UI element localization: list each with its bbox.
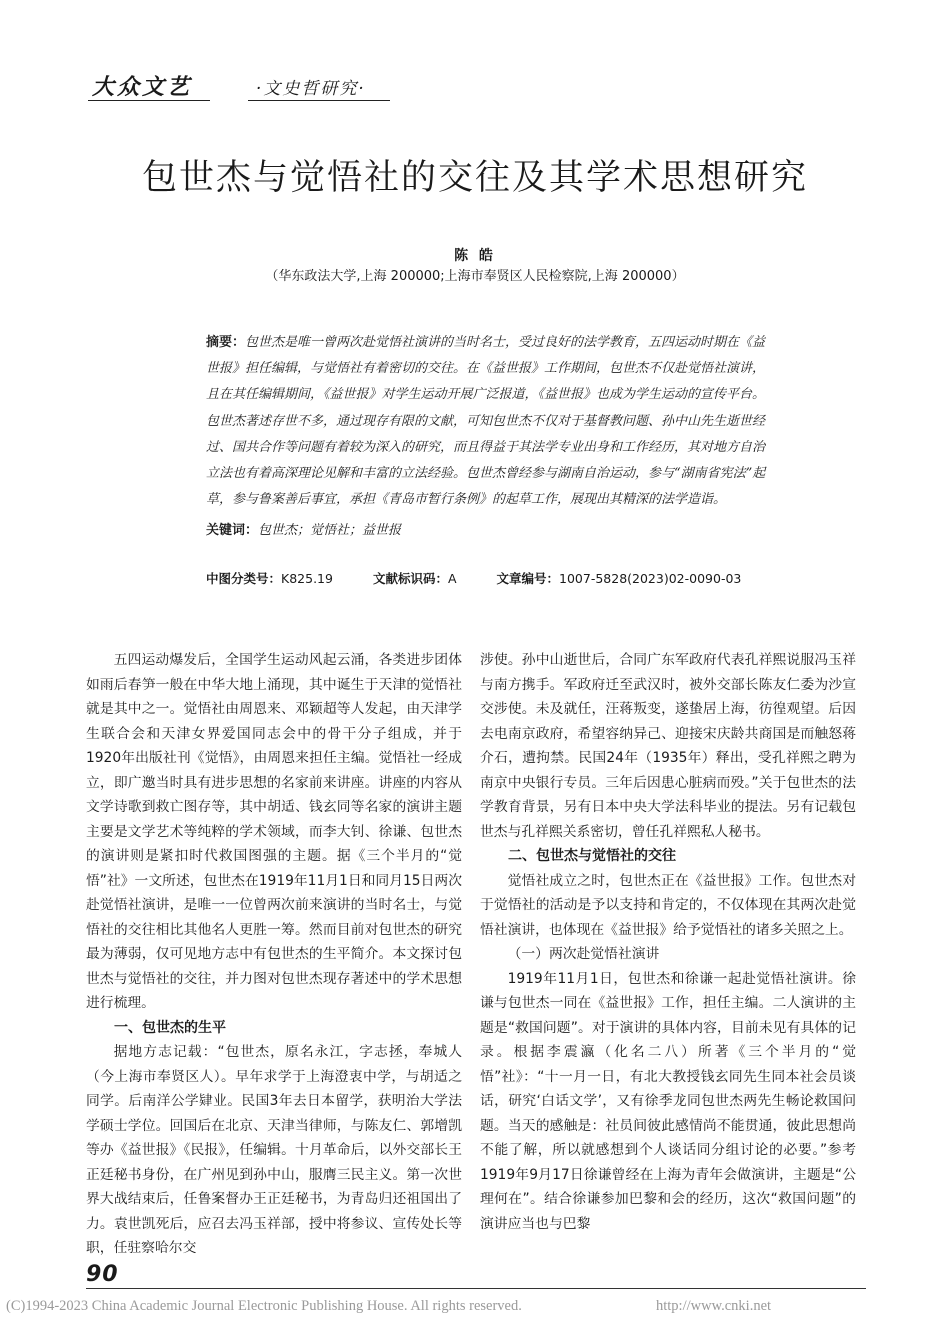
article-title: 包世杰与觉悟社的交往及其学术思想研究 xyxy=(141,158,808,198)
subsection-heading: （一）两次赴觉悟社演讲 xyxy=(507,946,660,962)
paragraph: 据地方志记载：“包世杰，原名永江，字志拯，奉城人（今上海市奉贤区人）。早年求学于上海澄衷中学，与胡适之同学。后南洋公学肄业。民国3年去日本留学，获明治大学法学硕士学位。回国后在北京、天津当律师，与陈友仁、郭增凯等办《益世报》《民报》，任编辑。十月革命后，以外交部长王正廷秘书身份，在广州见到孙中山，服膺三民主义。第一次世界大战结束后，任鲁案督办王正廷秘书，为青岛归还祖国出了力。袁世凯死后，应召去冯玉祥部，授中将参议、宣传处长等职，任驻察哈尔交 xyxy=(86,1044,462,1256)
abstract-text: 包世杰是唯一曾两次赴觉悟社演讲的当时名士，受过良好的法学教育，五四运动时期在《益世报》担任编辑，与觉悟社有着密切的交往。在《益世报》工作期间，包世杰不仅赴觉悟社演讲，且在其任编辑期间，《益世报》对学生运动开展广泛报道，《益世报》也成为学生运动的宣传平台。包世杰著述存世不多，通过现存有限的文献，可知包世杰不仅对于基督教问题、孙中山先生逝世经过、国共合作等问题有着较为深入的研究，而且得益于其法学专业出身和工作经历，其对地方自治立法也有着高深理论见解和丰富的立法经验。包世杰曾经参与湖南自治运动，参与“湖南省宪法”起草，参与鲁案善后事宜，承担《青岛市暂行条例》的起草工作，展现出其精深的法学造诣。 xyxy=(206,335,766,508)
doc-code-value: A xyxy=(447,571,457,586)
keywords-text: 包世杰；觉悟社；益世报 xyxy=(258,523,402,538)
abstract xyxy=(206,330,774,513)
document-code xyxy=(373,570,457,588)
abstract-label: 摘要： xyxy=(206,335,246,350)
paragraph: 1919年11月1日，包世杰和徐谦一起赴觉悟社演讲。徐谦与包世杰一同在《益世报》工作，担任主编。二人演讲的主题是“救国问题”。对于演讲的具体内容，目前未见有具体的记录。根据李震瀛（化名二八）所著《三个半月的“觉悟”社》：“十一月一日，有北大教授钱玄同先生同本社会员谈话，研究‘白话文学’，又有徐季龙同包世杰两先生畅论救国问题。当天的感触是：社员间彼此感情尚不能贯通，彼此思想尚不能了解，所以就感想到个人谈话同分组讨论的必要。”参考1919年9月17日徐谦曾经在上海为青年会做演讲，主题是“公理何在”。结合徐谦参加巴黎和会的经历，这次“救国问题”的演讲应当也与巴黎 xyxy=(480,970,856,1232)
copyright-notice: (C)1994-2023 China Academic Journal Electronic Publishing House. All rights reserved. xyxy=(6,1298,522,1314)
section-heading: 一、包世杰的生平 xyxy=(114,1019,226,1036)
doc-code-label: 文献标识码： xyxy=(372,571,448,586)
author-name: 陈 皓 xyxy=(454,248,496,264)
journal-name: 大众文艺 xyxy=(92,74,193,100)
paragraph: 五四运动爆发后，全国学生运动风起云涌，各类进步团体如雨后春笋一般在中华大地上涌现，其中诞生于天津的觉悟社就是其中之一。觉悟社由周恩来、邓颖超等人发起，由天津学生联合会和天津女界爱国同志会中的骨干分子组成，并于1920年出版社刊《觉悟》，由周恩来担任主编。觉悟社一经成立，即广邀当时具有进步思想的名家前来讲座。讲座的内容从文学诗歌到救亡图存等，其中胡适、钱玄同等名家的演讲主题主要是文学艺术等纯粹的学术领域，而李大钊、徐谦、包世杰的演讲则是紧扣时代救国图强的主题。据《三个半月的“觉悟”社》一文所述，包世杰在1919年11月1日和同月15日两次赴觉悟社演讲，是唯一一位曾两次前来演讲的当时名士，与觉悟社的交往相比其他名人更胜一筹。然而目前对包世杰的研究最为薄弱，仅可见地方志中有包世杰的生平简介。本文探讨包世杰与觉悟社的交往，并力图对包世杰现存著述中的学术思想进行梳理。 xyxy=(86,652,462,1011)
section-column-name: ·文史哲研究· xyxy=(256,79,366,99)
keywords-label: 关键词： xyxy=(206,523,259,538)
journal-underline xyxy=(88,100,210,101)
clc-label: 中图分类号： xyxy=(206,571,282,586)
paragraph: 觉悟社成立之时，包世杰正在《益世报》工作。包世杰对于觉悟社的活动是予以支持和肯定的，不仅体现在其两次赴觉悟社演讲，也体现在《益世报》给予觉悟社的诸多关照之上。 xyxy=(480,872,856,938)
article-no-label: 文章编号： xyxy=(496,571,560,586)
page-number: 90 xyxy=(86,1262,119,1287)
website-link[interactable]: http://www.cnki.net xyxy=(656,1298,772,1314)
clc-value: K825.19 xyxy=(281,571,333,586)
paragraph: 涉使。孙中山逝世后，合同广东军政府代表孔祥熙说服冯玉祥与南方携手。军政府迁至武汉时，被外交部长陈友仁委为沙宣交涉使。未及就任，汪蒋叛变，遂蛰居上海，彷徨观望。后因去电南京政府，希望容纳异己、迎接宋庆龄共商国是而触怒蒋介石，遭拘禁。民国24年（1935年）释出，受孔祥熙之聘为南京中央银行专员。三年后因患心脏病而殁。”关于包世杰的法学教育背景，另有日本中央大学法科毕业的提法。另有记载包世杰与孔祥熙关系密切，曾任孔祥熙私人秘书。 xyxy=(480,652,856,840)
article-metadata xyxy=(206,570,806,588)
footer-rule xyxy=(86,1288,866,1289)
article-no-value: 1007-5828(2023)02-0090-03 xyxy=(559,571,742,586)
body-column-right xyxy=(480,648,856,1236)
body-column-left xyxy=(86,648,462,1261)
section-heading: 二、包世杰与觉悟社的交往 xyxy=(508,848,676,864)
article-number xyxy=(497,570,742,588)
clc-number xyxy=(206,570,333,588)
author-affiliation: （华东政法大学,上海 200000;上海市奉贤区人民检察院,上海 200000） xyxy=(265,269,685,284)
column-underline xyxy=(248,100,390,101)
keywords xyxy=(206,520,774,542)
